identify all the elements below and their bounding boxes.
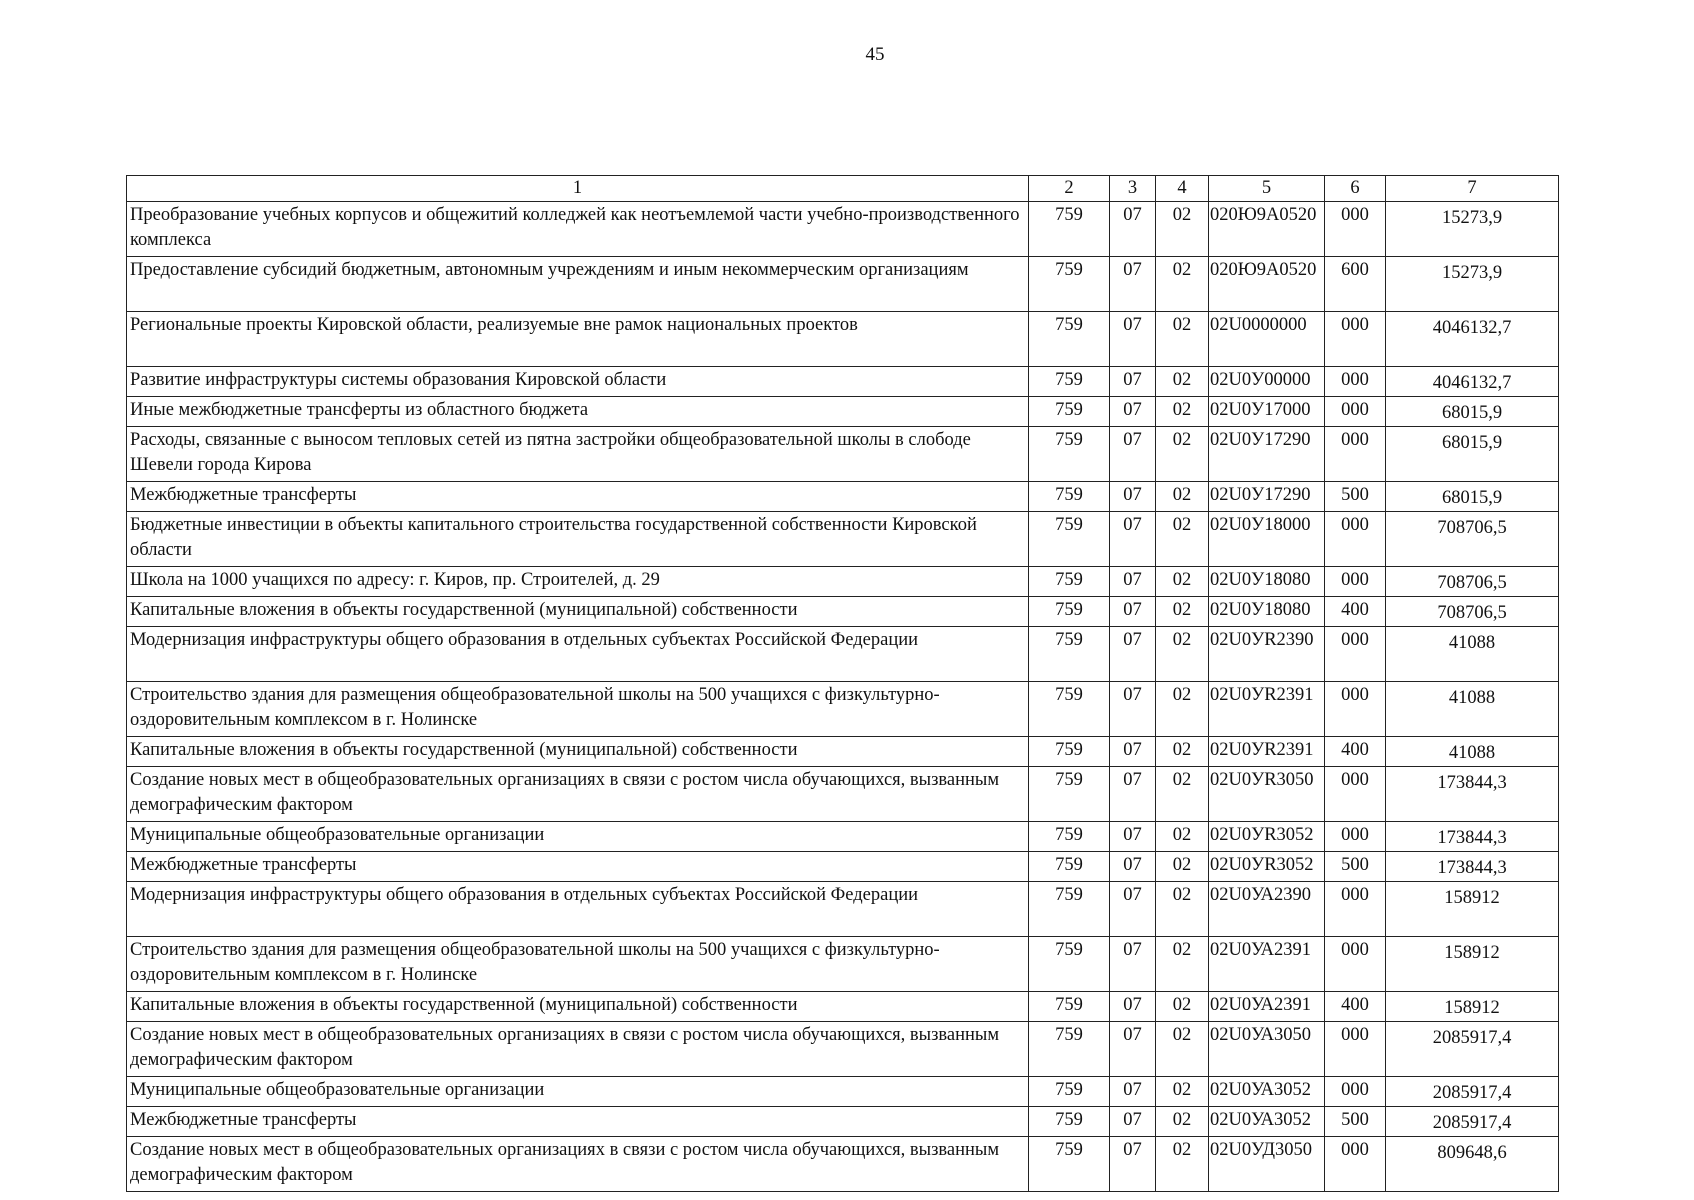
row-col-5: 02U0УR3050 — [1209, 767, 1325, 822]
row-col-4: 02 — [1156, 597, 1209, 627]
row-col-4: 02 — [1156, 822, 1209, 852]
row-col-7: 68015,9 — [1386, 427, 1559, 482]
row-col-4: 02 — [1156, 397, 1209, 427]
row-col-3: 07 — [1110, 202, 1156, 257]
row-col-3: 07 — [1110, 937, 1156, 992]
column-header: 3 — [1110, 176, 1156, 202]
row-col-7: 2085917,4 — [1386, 1107, 1559, 1137]
row-col-3: 07 — [1110, 992, 1156, 1022]
row-col-5: 02U0УR2391 — [1209, 737, 1325, 767]
row-col-5: 02U0УR2390 — [1209, 627, 1325, 682]
row-col-2: 759 — [1029, 482, 1110, 512]
table-row — [127, 737, 1559, 767]
row-col-2: 759 — [1029, 822, 1110, 852]
row-col-6: 000 — [1325, 512, 1386, 567]
row-col-3: 07 — [1110, 397, 1156, 427]
table-row — [127, 567, 1559, 597]
row-col-5: 02U0000000 — [1209, 312, 1325, 367]
row-col-5: 02U0УR3052 — [1209, 852, 1325, 882]
table-row — [127, 822, 1559, 852]
row-col-7: 4046132,7 — [1386, 312, 1559, 367]
row-col-4: 02 — [1156, 1077, 1209, 1107]
table-body — [127, 202, 1559, 1192]
row-col-2: 759 — [1029, 1107, 1110, 1137]
row-col-6: 500 — [1325, 852, 1386, 882]
row-name: Капитальные вложения в объекты государственной (муниципальной) собственности — [127, 992, 1029, 1022]
row-name: Бюджетные инвестиции в объекты капитального строительства государственной собственности Кировской области — [127, 512, 1029, 567]
table-row — [127, 397, 1559, 427]
row-col-4: 02 — [1156, 512, 1209, 567]
column-header: 4 — [1156, 176, 1209, 202]
row-col-4: 02 — [1156, 937, 1209, 992]
row-col-3: 07 — [1110, 512, 1156, 567]
row-name: Модернизация инфраструктуры общего образования в отдельных субъектах Российской Федерации — [127, 882, 1029, 937]
row-col-7: 708706,5 — [1386, 567, 1559, 597]
row-col-3: 07 — [1110, 482, 1156, 512]
row-name: Предоставление субсидий бюджетным, автономным учреждениям и иным некоммерческим организациям — [127, 257, 1029, 312]
table-row — [127, 312, 1559, 367]
row-col-2: 759 — [1029, 312, 1110, 367]
row-col-4: 02 — [1156, 882, 1209, 937]
row-col-4: 02 — [1156, 992, 1209, 1022]
row-col-3: 07 — [1110, 257, 1156, 312]
row-col-6: 000 — [1325, 682, 1386, 737]
row-col-5: 02U0УR2391 — [1209, 682, 1325, 737]
table-row — [127, 682, 1559, 737]
row-name: Муниципальные общеобразовательные организации — [127, 822, 1029, 852]
row-col-3: 07 — [1110, 767, 1156, 822]
row-col-4: 02 — [1156, 682, 1209, 737]
table-row — [127, 767, 1559, 822]
row-col-5: 02U0УА3050 — [1209, 1022, 1325, 1077]
row-col-7: 173844,3 — [1386, 822, 1559, 852]
row-col-2: 759 — [1029, 737, 1110, 767]
row-col-6: 000 — [1325, 427, 1386, 482]
row-col-3: 07 — [1110, 367, 1156, 397]
row-col-4: 02 — [1156, 1137, 1209, 1192]
column-header: 6 — [1325, 176, 1386, 202]
row-name: Межбюджетные трансферты — [127, 852, 1029, 882]
row-col-5: 02U0УА3052 — [1209, 1107, 1325, 1137]
row-col-6: 400 — [1325, 737, 1386, 767]
row-col-4: 02 — [1156, 1107, 1209, 1137]
column-header: 5 — [1209, 176, 1325, 202]
row-col-7: 41088 — [1386, 627, 1559, 682]
row-col-7: 2085917,4 — [1386, 1077, 1559, 1107]
row-col-3: 07 — [1110, 737, 1156, 767]
table-row — [127, 1107, 1559, 1137]
row-name: Муниципальные общеобразовательные организации — [127, 1077, 1029, 1107]
budget-table — [126, 175, 1559, 1192]
row-col-2: 759 — [1029, 367, 1110, 397]
row-name: Строительство здания для размещения общеобразовательной школы на 500 учащихся с физкультурно-оздоровительным комплексом в г. Нолинске — [127, 937, 1029, 992]
row-col-3: 07 — [1110, 427, 1156, 482]
table-row — [127, 257, 1559, 312]
row-col-7: 68015,9 — [1386, 397, 1559, 427]
row-col-7: 158912 — [1386, 992, 1559, 1022]
row-col-6: 000 — [1325, 397, 1386, 427]
row-col-2: 759 — [1029, 1022, 1110, 1077]
row-col-3: 07 — [1110, 597, 1156, 627]
row-col-6: 400 — [1325, 597, 1386, 627]
page-number: 45 — [865, 44, 885, 65]
row-col-6: 000 — [1325, 312, 1386, 367]
row-col-7: 15273,9 — [1386, 257, 1559, 312]
row-col-6: 000 — [1325, 822, 1386, 852]
row-col-2: 759 — [1029, 767, 1110, 822]
row-col-4: 02 — [1156, 367, 1209, 397]
table-header — [127, 176, 1559, 202]
row-col-3: 07 — [1110, 1137, 1156, 1192]
row-col-7: 173844,3 — [1386, 767, 1559, 822]
row-col-5: 02U0У18080 — [1209, 567, 1325, 597]
row-col-5: 020Ю9А0520 — [1209, 202, 1325, 257]
row-col-2: 759 — [1029, 937, 1110, 992]
row-col-7: 708706,5 — [1386, 512, 1559, 567]
row-col-5: 02U0У18000 — [1209, 512, 1325, 567]
header-row — [127, 176, 1559, 202]
row-col-6: 000 — [1325, 367, 1386, 397]
row-col-4: 02 — [1156, 257, 1209, 312]
row-name: Капитальные вложения в объекты государственной (муниципальной) собственности — [127, 597, 1029, 627]
row-col-5: 02U0У00000 — [1209, 367, 1325, 397]
row-col-6: 000 — [1325, 937, 1386, 992]
row-col-2: 759 — [1029, 257, 1110, 312]
row-col-7: 41088 — [1386, 737, 1559, 767]
row-col-2: 759 — [1029, 427, 1110, 482]
row-col-2: 759 — [1029, 202, 1110, 257]
row-col-6: 400 — [1325, 992, 1386, 1022]
row-name: Школа на 1000 учащихся по адресу: г. Киров, пр. Строителей, д. 29 — [127, 567, 1029, 597]
row-name: Капитальные вложения в объекты государственной (муниципальной) собственности — [127, 737, 1029, 767]
row-col-4: 02 — [1156, 852, 1209, 882]
row-col-2: 759 — [1029, 882, 1110, 937]
column-header: 7 — [1386, 176, 1559, 202]
row-col-4: 02 — [1156, 312, 1209, 367]
row-col-2: 759 — [1029, 1137, 1110, 1192]
row-col-2: 759 — [1029, 627, 1110, 682]
table-row — [127, 597, 1559, 627]
table-row — [127, 1137, 1559, 1192]
table-row — [127, 367, 1559, 397]
row-col-2: 759 — [1029, 597, 1110, 627]
row-name: Расходы, связанные с выносом тепловых сетей из пятна застройки общеобразовательной школы в слободе Шевели города Кирова — [127, 427, 1029, 482]
table-row — [127, 427, 1559, 482]
row-col-5: 02U0У17290 — [1209, 482, 1325, 512]
row-name: Преобразование учебных корпусов и общежитий колледжей как неотъемлемой части учебно-производственного комплекса — [127, 202, 1029, 257]
row-col-3: 07 — [1110, 822, 1156, 852]
row-name: Межбюджетные трансферты — [127, 482, 1029, 512]
row-col-3: 07 — [1110, 1077, 1156, 1107]
table-row — [127, 202, 1559, 257]
row-name: Создание новых мест в общеобразовательных организациях в связи с ростом числа обучающихся, вызванным демографическим фактором — [127, 1022, 1029, 1077]
row-name: Развитие инфраструктуры системы образования Кировской области — [127, 367, 1029, 397]
table-row — [127, 482, 1559, 512]
row-col-6: 000 — [1325, 567, 1386, 597]
row-col-5: 02U0УА2391 — [1209, 992, 1325, 1022]
row-col-5: 02U0У17000 — [1209, 397, 1325, 427]
row-col-7: 68015,9 — [1386, 482, 1559, 512]
row-col-6: 000 — [1325, 1077, 1386, 1107]
row-name: Создание новых мест в общеобразовательных организациях в связи с ростом числа обучающихся, вызванным демографическим фактором — [127, 767, 1029, 822]
row-col-2: 759 — [1029, 512, 1110, 567]
row-col-3: 07 — [1110, 682, 1156, 737]
row-col-6: 500 — [1325, 482, 1386, 512]
row-name: Строительство здания для размещения общеобразовательной школы на 500 учащихся с физкультурно-оздоровительным комплексом в г. Нолинске — [127, 682, 1029, 737]
row-col-3: 07 — [1110, 852, 1156, 882]
row-col-5: 02U0У18080 — [1209, 597, 1325, 627]
row-col-5: 02U0У17290 — [1209, 427, 1325, 482]
table-row — [127, 1077, 1559, 1107]
row-col-5: 02U0УА2391 — [1209, 937, 1325, 992]
table-row — [127, 992, 1559, 1022]
table-row — [127, 1022, 1559, 1077]
row-col-2: 759 — [1029, 567, 1110, 597]
column-header: 1 — [127, 176, 1029, 202]
row-col-3: 07 — [1110, 1107, 1156, 1137]
row-name: Межбюджетные трансферты — [127, 1107, 1029, 1137]
row-col-5: 02U0УR3052 — [1209, 822, 1325, 852]
row-col-2: 759 — [1029, 852, 1110, 882]
row-col-5: 02U0УД3050 — [1209, 1137, 1325, 1192]
row-name: Создание новых мест в общеобразовательных организациях в связи с ростом числа обучающихся, вызванным демографическим фактором — [127, 1137, 1029, 1192]
row-col-7: 15273,9 — [1386, 202, 1559, 257]
row-col-7: 2085917,4 — [1386, 1022, 1559, 1077]
row-col-5: 020Ю9А0520 — [1209, 257, 1325, 312]
row-col-4: 02 — [1156, 202, 1209, 257]
row-col-2: 759 — [1029, 397, 1110, 427]
row-col-3: 07 — [1110, 882, 1156, 937]
column-header: 2 — [1029, 176, 1110, 202]
row-col-4: 02 — [1156, 567, 1209, 597]
row-col-7: 708706,5 — [1386, 597, 1559, 627]
row-col-2: 759 — [1029, 992, 1110, 1022]
row-col-4: 02 — [1156, 1022, 1209, 1077]
table-row — [127, 627, 1559, 682]
row-col-2: 759 — [1029, 1077, 1110, 1107]
row-col-6: 000 — [1325, 767, 1386, 822]
table-row — [127, 882, 1559, 937]
row-col-4: 02 — [1156, 482, 1209, 512]
row-col-5: 02U0УА3052 — [1209, 1077, 1325, 1107]
row-col-4: 02 — [1156, 767, 1209, 822]
table-row — [127, 512, 1559, 567]
row-col-3: 07 — [1110, 312, 1156, 367]
row-name: Иные межбюджетные трансферты из областного бюджета — [127, 397, 1029, 427]
table-row — [127, 937, 1559, 992]
row-name: Региональные проекты Кировской области, реализуемые вне рамок национальных проектов — [127, 312, 1029, 367]
row-col-2: 759 — [1029, 682, 1110, 737]
row-name: Модернизация инфраструктуры общего образования в отдельных субъектах Российской Федерации — [127, 627, 1029, 682]
row-col-4: 02 — [1156, 737, 1209, 767]
row-col-6: 000 — [1325, 882, 1386, 937]
table-row — [127, 852, 1559, 882]
row-col-6: 600 — [1325, 257, 1386, 312]
row-col-7: 173844,3 — [1386, 852, 1559, 882]
row-col-6: 000 — [1325, 1022, 1386, 1077]
row-col-7: 158912 — [1386, 937, 1559, 992]
row-col-7: 809648,6 — [1386, 1137, 1559, 1192]
row-col-6: 000 — [1325, 202, 1386, 257]
row-col-6: 500 — [1325, 1107, 1386, 1137]
row-col-6: 000 — [1325, 627, 1386, 682]
row-col-5: 02U0УА2390 — [1209, 882, 1325, 937]
row-col-6: 000 — [1325, 1137, 1386, 1192]
row-col-3: 07 — [1110, 567, 1156, 597]
row-col-7: 41088 — [1386, 682, 1559, 737]
row-col-4: 02 — [1156, 627, 1209, 682]
row-col-7: 158912 — [1386, 882, 1559, 937]
row-col-7: 4046132,7 — [1386, 367, 1559, 397]
row-col-4: 02 — [1156, 427, 1209, 482]
row-col-3: 07 — [1110, 1022, 1156, 1077]
row-col-3: 07 — [1110, 627, 1156, 682]
